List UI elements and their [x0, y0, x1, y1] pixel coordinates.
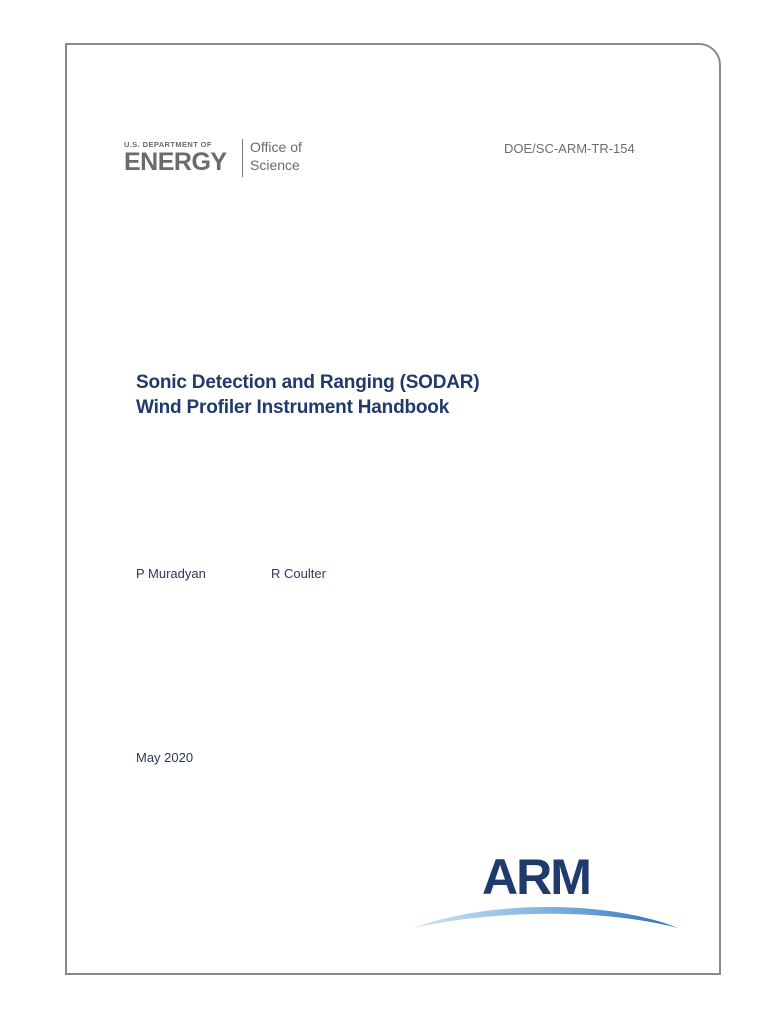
title-line-2: Wind Profiler Instrument Handbook — [136, 397, 450, 418]
arm-swoosh-icon — [412, 898, 680, 932]
arm-logo — [412, 848, 680, 932]
office-of-science-text — [250, 138, 302, 174]
doe-energy-text: ENERGY — [124, 148, 227, 176]
author-2: R Coulter — [271, 566, 326, 581]
doe-office-of-science-logo — [124, 138, 324, 180]
author-1: P Muradyan — [136, 566, 206, 581]
office-line-1: Office of — [250, 139, 302, 155]
document-title — [136, 370, 656, 420]
page-frame — [65, 43, 721, 975]
report-number: DOE/SC-ARM-TR-154 — [504, 141, 635, 156]
arm-logo-text: ARM — [482, 849, 590, 905]
title-line-1: Sonic Detection and Ranging (SODAR) — [136, 372, 480, 393]
doe-department-text: U.S. DEPARTMENT OF — [124, 140, 212, 149]
office-line-2: Science — [250, 157, 300, 173]
publication-date: May 2020 — [136, 750, 194, 765]
logo-divider — [242, 139, 243, 177]
